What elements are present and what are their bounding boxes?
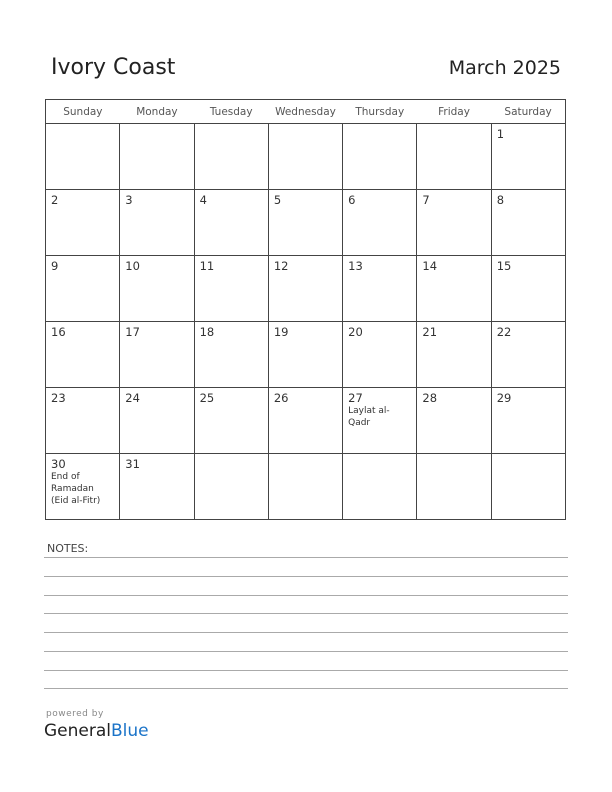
day-cell (194, 322, 268, 388)
day-number: 16 (51, 325, 66, 339)
day-cell (417, 388, 491, 454)
weekday-saturday: Saturday (491, 100, 565, 124)
week-row (46, 388, 566, 454)
day-number: 20 (348, 325, 363, 339)
day-cell (120, 190, 194, 256)
day-cell (194, 388, 268, 454)
day-number: 18 (199, 325, 215, 339)
day-cell (491, 322, 565, 388)
empty-day-cell (343, 454, 417, 520)
week-row (46, 256, 566, 322)
day-cell (120, 454, 194, 520)
day-number: 5 (273, 193, 282, 207)
calendar-grid (45, 99, 566, 520)
country-title: Ivory Coast (51, 55, 176, 80)
day-cell (120, 322, 194, 388)
day-cell (491, 388, 565, 454)
notes-label: NOTES: (47, 542, 89, 555)
day-cell (120, 256, 194, 322)
day-cell (343, 322, 417, 388)
holiday-label: Qadr (348, 418, 371, 428)
notes-line (44, 576, 568, 577)
day-number: 23 (51, 391, 66, 405)
brand-blue: Blue (111, 721, 149, 741)
empty-day-cell (491, 454, 565, 520)
powered-by-text: powered by (46, 709, 104, 719)
day-cell (491, 124, 565, 190)
notes-line (44, 688, 568, 689)
day-cell (268, 322, 342, 388)
day-cell (417, 322, 491, 388)
day-cell (417, 256, 491, 322)
day-number: 15 (496, 259, 512, 273)
day-number: 25 (199, 391, 215, 405)
empty-day-cell (46, 124, 120, 190)
day-number: 13 (348, 259, 363, 273)
holiday-label: Laylat al- (348, 406, 390, 416)
day-cell (268, 256, 342, 322)
day-cell (46, 388, 120, 454)
day-cell (46, 190, 120, 256)
brand-general: General (44, 721, 111, 741)
day-cell (46, 454, 120, 520)
day-number: 22 (496, 325, 512, 339)
empty-day-cell (120, 124, 194, 190)
weekday-sunday: Sunday (46, 100, 120, 124)
weekday-monday: Monday (120, 100, 194, 124)
week-row (46, 124, 566, 190)
day-cell (120, 388, 194, 454)
day-number: 12 (273, 259, 289, 273)
day-cell (268, 190, 342, 256)
day-number: 3 (125, 193, 133, 207)
week-row (46, 190, 566, 256)
day-number: 7 (422, 193, 430, 207)
day-cell (46, 322, 120, 388)
weekday-friday: Friday (417, 100, 491, 124)
day-cell (417, 190, 491, 256)
day-number: 14 (422, 259, 438, 273)
notes-line (44, 557, 568, 558)
empty-day-cell (417, 454, 491, 520)
empty-day-cell (194, 454, 268, 520)
day-number: 27 (348, 391, 363, 405)
holiday-label: End of (51, 472, 80, 482)
day-cell (194, 190, 268, 256)
day-number: 30 (51, 457, 66, 471)
empty-day-cell (194, 124, 268, 190)
day-number: 10 (125, 259, 140, 273)
day-number: 28 (422, 391, 438, 405)
weekday-wednesday: Wednesday (268, 100, 342, 124)
notes-line (44, 670, 568, 671)
day-cell (343, 388, 417, 454)
day-number: 19 (273, 325, 289, 339)
day-cell (268, 388, 342, 454)
day-number: 11 (199, 259, 215, 273)
empty-day-cell (417, 124, 491, 190)
month-title: March 2025 (448, 57, 561, 79)
weekday-thursday: Thursday (343, 100, 417, 124)
holiday-label: (Eid al-Fitr) (51, 496, 101, 506)
empty-day-cell (268, 124, 342, 190)
day-number: 29 (496, 391, 512, 405)
generalblue-logo[interactable] (44, 721, 149, 741)
day-number: 2 (51, 193, 59, 207)
day-cell (491, 256, 565, 322)
weekday-tuesday: Tuesday (194, 100, 268, 124)
holiday-label: Ramadan (51, 484, 94, 494)
day-cell (343, 190, 417, 256)
day-number: 26 (273, 391, 289, 405)
day-number: 31 (125, 457, 140, 471)
day-number: 9 (51, 259, 59, 273)
weekday-header-row (46, 100, 566, 124)
week-row (46, 454, 566, 520)
week-row (46, 322, 566, 388)
day-cell (194, 256, 268, 322)
day-cell (46, 256, 120, 322)
notes-line (44, 595, 568, 596)
day-number: 1 (496, 127, 505, 141)
notes-line (44, 613, 568, 614)
day-number: 17 (125, 325, 140, 339)
day-cell (491, 190, 565, 256)
day-number: 24 (125, 391, 140, 405)
day-number: 4 (199, 193, 207, 207)
day-number: 21 (422, 325, 438, 339)
notes-line (44, 632, 568, 633)
empty-day-cell (268, 454, 342, 520)
empty-day-cell (343, 124, 417, 190)
day-number: 6 (348, 193, 356, 207)
day-cell (343, 256, 417, 322)
notes-line (44, 651, 568, 652)
day-number: 8 (496, 193, 505, 207)
